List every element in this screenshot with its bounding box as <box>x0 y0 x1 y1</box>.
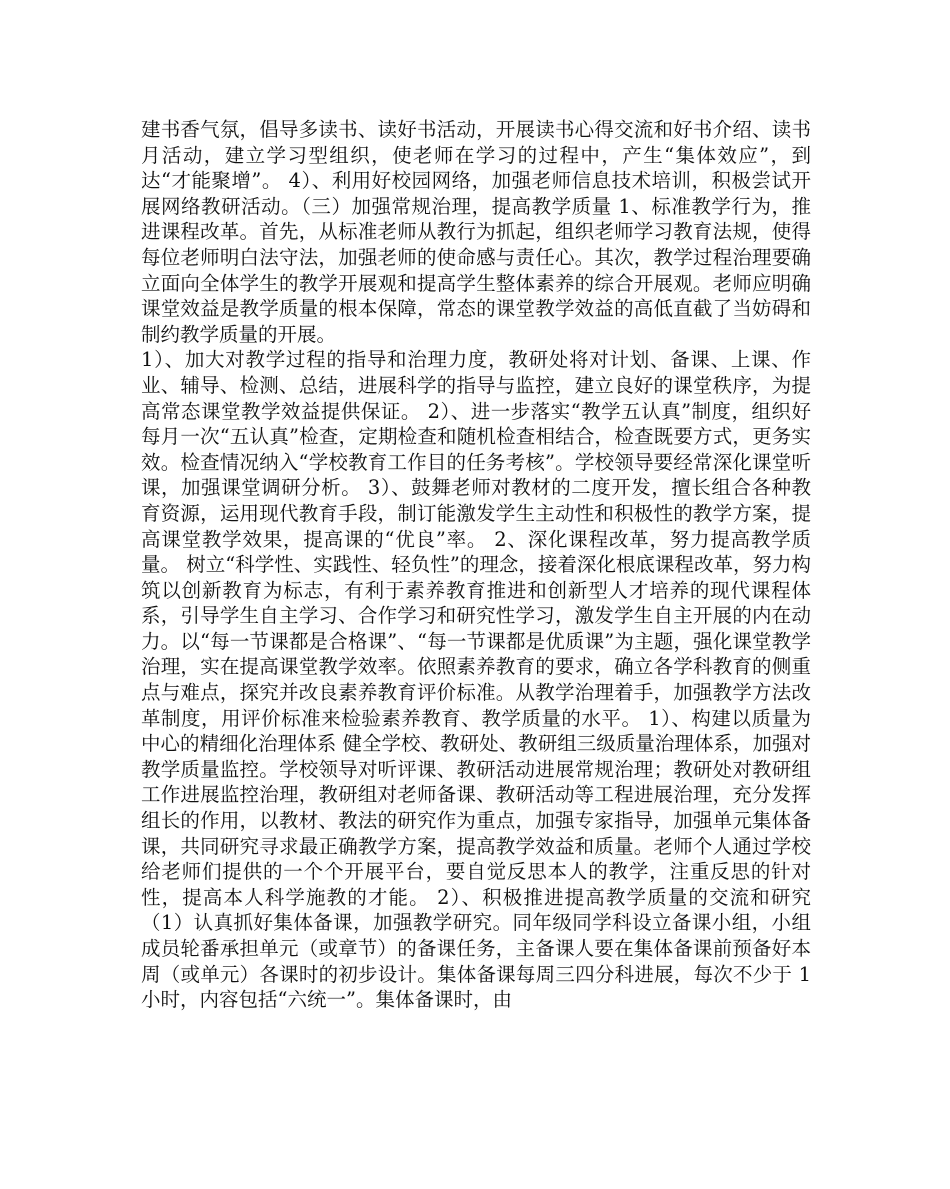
body-paragraph-1: 建书香气氛，倡导多读书、读好书活动，开展读书心得交流和好书介绍、读书月活动，建立学习型组织，使老师在学习的过程中，产生“集体效应”，到达“才能聚增”。 4）、利用好校园网络，加强老师信息技术培训，积极尝试开展网络教研活动。（三）加强常规治理，提高教学质量 1、标准教学行为，推进课程改革。首先，从标准老师从教行为抓起，组织老师学习教育法规，使得每位老师明白法守法，加强老师的使命感与责任心。其次，教学过程治理要确立面向全体学生的教学开展观和提高学生整体素养的综合开展观。老师应明确课堂效益是教学质量的根本保障，常态的课堂教学效益的高低直截了当妨碍和制约教学质量的开展。 <box>141 118 811 346</box>
document-page <box>141 117 811 1013</box>
body-paragraph-2: 1）、加大对教学过程的指导和治理力度，教研处将对计划、备课、上课、作业、辅导、检测、总结，进展科学的指导与监控，建立良好的课堂秩序，为提高常态课堂教学效益提供保证。 2）、进一步落实“教学五认真”制度，组织好每月一次“五认真”检查，定期检查和随机检查相结合，检查既要方式，更务实效。检查情况纳入“学校教育工作目的任务考核”。学校领导要经常深化课堂听课，加强课堂调研分析。 3）、鼓舞老师对教材的二度开发，擅长组合各种教育资源，运用现代教育手段，制订能激发学生主动性和积极性的教学方案，提高课堂教学效果，提高课的“优良”率。 2、深化课程改革，努力提高教学质量。 树立“科学性、实践性、轻负性”的理念，接着深化根底课程改革，努力构筑以创新教育为标志，有利于素养教育推进和创新型人才培养的现代课程体系，引导学生自主学习、合作学习和研究性学习，激发学生自主开展的内在动力。以“每一节课都是合格课”、“每一节课都是优质课”为主题，强化课堂教学治理，实在提高课堂教学效率。依照素养教育的要求，确立各学科教育的侧重点与难点，探究并改良素养教育评价标准。从教学治理着手，加强教学方法改革制度，用评价标准来检验素养教育、教学质量的水平。 1）、构建以质量为中心的精细化治理体系 健全学校、教研处、教研组三级质量治理体系，加强对教学质量监控。学校领导对听评课、教研活动进展常规治理；教研处对教研组工作进展监控治理，教研组对老师备课、教研活动等工程进展治理，充分发挥组长的作用，以教材、教法的研究作为重点，加强专家指导，加强单元集体备课，共同研究寻求最正确教学方案，提高教学效益和质量。老师个人通过学校给老师们提供的一个个开展平台，要自觉反思本人的教学，注重反思的针对性，提高本人科学施教的才能。 2）、积极推进提高教学质量的交流和研究（1）认真抓好集体备课，加强教学研究。同年级同学科设立备课小组，小组成员轮番承担单元（或章节）的备课任务，主备课人要在集体备课前预备好本周（或单元）各课时的初步设计。集体备课每周三四分科进展，每次不少于 1 小时，内容包括“六统一”。集体备课时，由 <box>141 348 811 1012</box>
